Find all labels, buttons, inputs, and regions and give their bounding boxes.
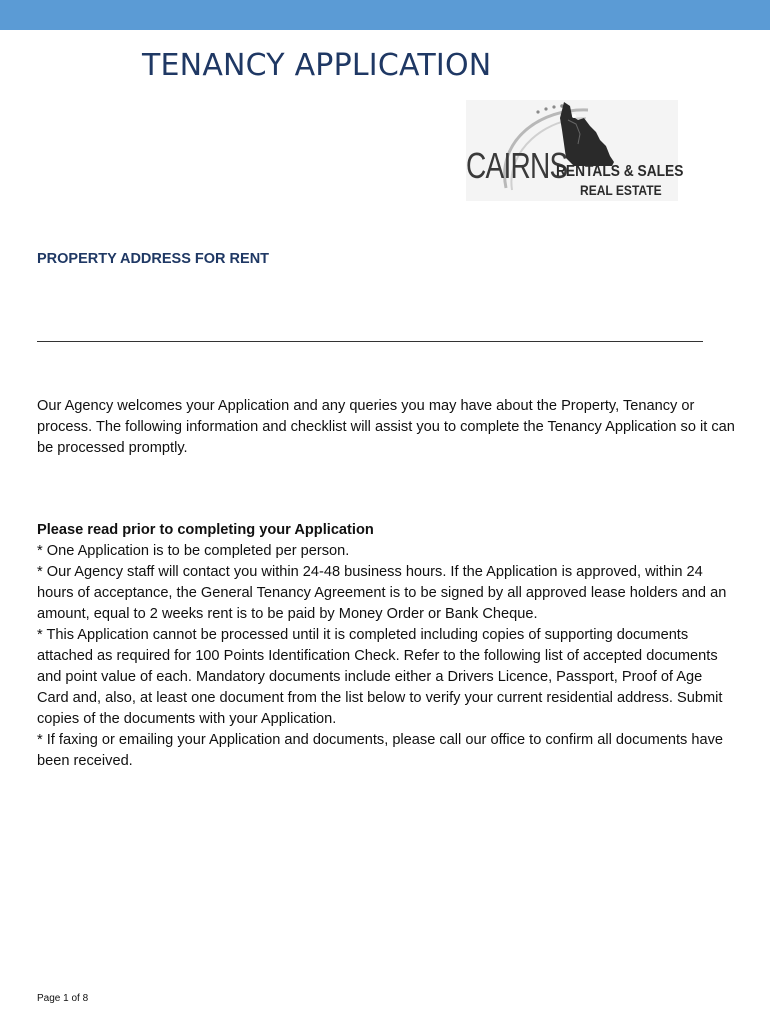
instructions-heading: Please read prior to completing your Application (37, 522, 374, 538)
property-address-line[interactable] (37, 341, 703, 342)
logo-subtitle-secondary: REAL ESTATE (580, 182, 662, 198)
logo-wordmark: CAIRNS (466, 145, 568, 186)
instruction-item: * Our Agency staff will contact you within 24-48 business hours. If the Application is approved, within 24 hours of acceptance, the General Tenancy Agreement is to be signed by all approved lease holders and an amount, equal to 2 weeks rent is to be paid by Money Order or Bank Cheque. (37, 564, 727, 622)
instructions-section (37, 520, 737, 772)
instruction-item: * If faxing or emailing your Application and documents, please call our office to confirm all documents have been received. (37, 732, 724, 769)
intro-paragraph: Our Agency welcomes your Application and any queries you may have about the Property, Tenancy or process. The following information and checklist will assist you to complete the Tenancy Application so it can be processed promptly. (37, 398, 735, 456)
top-header-bar (0, 0, 770, 30)
property-address-heading: PROPERTY ADDRESS FOR RENT (37, 251, 270, 267)
page-number: Page 1 of 8 (37, 993, 89, 1004)
instruction-item: * One Application is to be completed per person. (37, 543, 350, 559)
company-logo (466, 100, 684, 201)
page-title: TENANCY APPLICATION (142, 48, 492, 83)
logo-subtitle: RENTALS & SALES (556, 163, 684, 180)
instruction-item: * This Application cannot be processed until it is completed including copies of supporting documents attached as required for 100 Points Identification Check. Refer to the following list of accepted documents and point value of each. Mandatory documents include either a Drivers Licence, Passport, Proof of Age Card and, also, at least one document from the list below to verify your current residential address. Submit copies of the documents with your Application. (37, 627, 723, 727)
